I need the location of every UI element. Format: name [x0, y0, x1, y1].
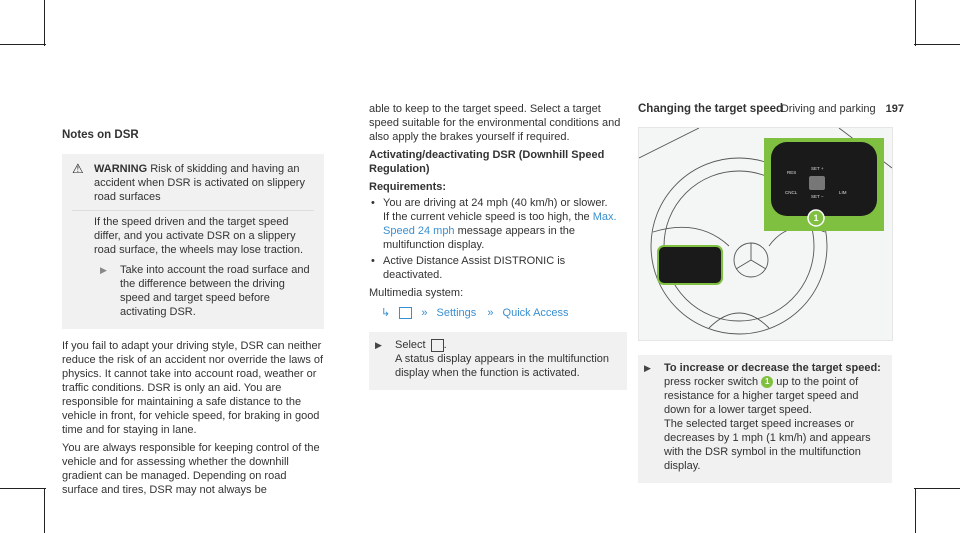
- menu-item-settings: Settings: [436, 307, 477, 319]
- home-icon: [399, 307, 412, 319]
- requirements-label: Requirements:: [369, 181, 447, 193]
- subheading: Activating/deactivating DSR (Downhill Speed Regulation): [369, 149, 605, 175]
- column-2: [369, 102, 627, 390]
- requirements-list: [369, 196, 627, 282]
- crop-mark: [0, 488, 46, 489]
- divider: [72, 210, 314, 211]
- crop-mark: [44, 0, 45, 46]
- crop-mark: [0, 44, 46, 45]
- action-result: The selected target speed increases or decreases by 1 mph (1 km/h) and appears with the DSR symbol in the multifunction display.: [664, 418, 871, 472]
- steering-wheel-illustration: [638, 127, 893, 341]
- menu-path: [381, 306, 627, 320]
- crop-mark: [44, 488, 45, 533]
- warning-text: Risk of skidding and having an accident when DSR is activated on slippery road surfaces: [94, 163, 305, 203]
- crop-mark: [915, 488, 916, 533]
- section-heading: Changing the target speed: [638, 103, 784, 115]
- double-chevron-icon: »: [487, 307, 494, 319]
- action-step: [638, 355, 892, 483]
- requirement-text: You are driving at 24 mph (40 km/h) or slower.: [383, 197, 608, 209]
- section-heading: Notes on DSR: [62, 129, 139, 141]
- warning-detail: If the speed driven and the target speed differ, and you activate DSR on a slippery road surface, the wheels may lose traction.: [94, 216, 304, 256]
- button-label: RES: [787, 170, 797, 175]
- list-item: • Active Distance Assist DISTRONIC is deactivated.: [369, 254, 627, 282]
- action-arrow-icon: ▶: [375, 340, 382, 350]
- button-label: CNCL: [785, 190, 798, 195]
- paragraph: able to keep to the target speed. Select a target speed suitable for the environmental conditions and also apply the brakes yourself if required.: [369, 103, 621, 143]
- crop-mark: [915, 0, 916, 46]
- menu-item-quick-access: Quick Access: [502, 307, 569, 319]
- action-label: Select: [395, 339, 426, 351]
- warning-triangle-icon: ⚠: [72, 161, 84, 176]
- steering-wheel-svg: [639, 128, 892, 340]
- section-title: Driving and parking: [780, 103, 876, 115]
- crop-mark: [914, 488, 960, 489]
- action-step: ▶ Select . A status display appears in the multifunction display when the function is activated.: [369, 332, 627, 390]
- callout-1-badge: 1: [761, 376, 773, 388]
- callout-label: 1: [813, 213, 819, 223]
- warning-box: [62, 154, 324, 329]
- column-1: [62, 128, 324, 501]
- dsr-icon: [431, 339, 444, 352]
- button-label: SET −: [811, 194, 824, 199]
- crop-mark: [914, 44, 960, 45]
- list-item: [369, 196, 627, 252]
- rocker-switch: [809, 176, 825, 190]
- column-3: [638, 102, 892, 128]
- action-arrow-icon: ▶: [644, 363, 651, 373]
- double-chevron-icon: »: [421, 307, 428, 319]
- paragraph: If you fail to adapt your driving style, DSR can neither reduce the risk of an accident nor override the laws of physics. It cannot take into account road, weather or traffic conditions. DSR is only an aid. You are responsible for maintaining a safe distance to the vehicle in front, for vehicle speed, for braking in good time and for staying in lane.: [62, 340, 324, 436]
- page-number: 197: [885, 103, 904, 115]
- action-detail: A status display appears in the multifunction display when the function is activated.: [395, 353, 610, 379]
- warning-label: WARNING: [94, 163, 148, 175]
- control-pad-small: [658, 246, 722, 284]
- paragraph: You are always responsible for keeping control of the vehicle and for assessing whether the downhill gradient can be managed. Depending on road surface and tires, DSR may not always be: [62, 442, 320, 496]
- column-3-text: [638, 355, 892, 483]
- path-start-icon: ↳: [381, 307, 391, 319]
- action-arrow-icon: ▶: [100, 265, 107, 275]
- action-title: To increase or decrease the target speed:: [664, 362, 881, 374]
- requirement-note: If the current vehicle speed is too high, the Max. Speed 24 mph message appears in the multifunction display.: [383, 211, 617, 251]
- button-label: SET +: [811, 166, 824, 171]
- button-label: LIM: [839, 190, 847, 195]
- multimedia-label: Multimedia system:: [369, 287, 464, 299]
- warning-tip-text: Take into account the road surface and the difference between the driving speed and target speed before activating DSR.: [120, 264, 310, 318]
- display-message: Max. Speed 24 mph: [383, 211, 617, 237]
- action-text: press rocker switch 1 up to the point of resistance for a higher target speed and down for a lower target speed.: [664, 376, 859, 416]
- warning-tip: [72, 263, 314, 319]
